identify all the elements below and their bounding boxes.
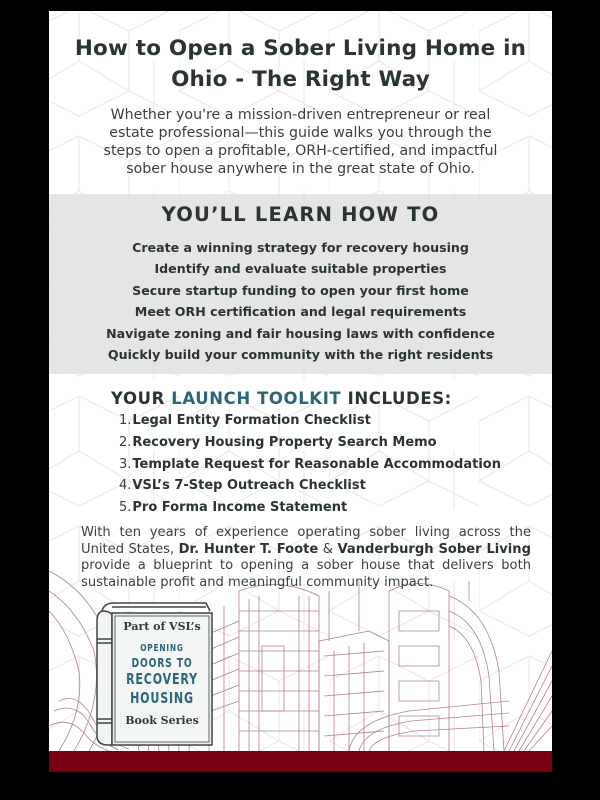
learn-item: Secure startup funding to open your first home (132, 282, 469, 298)
toolkit-item-text: Legal Entity Formation Checklist (132, 413, 371, 428)
book-series-line-2: DOORS TO (131, 655, 193, 670)
learn-item: Identify and evaluate suitable properties (154, 261, 447, 277)
toolkit-item-number: 5. (119, 500, 132, 516)
about-text: With ten years of experience operating sober living across the United States, (81, 525, 531, 557)
learn-item: Quickly build your community with the right residents (107, 347, 494, 363)
toolkit-item (119, 454, 501, 476)
toolkit-item-number: 4. (119, 478, 132, 494)
toolkit-heading-accent: LAUNCH TOOLKIT (171, 389, 342, 408)
footer-band (49, 751, 552, 772)
toolkit-heading-prefix: YOUR (111, 389, 172, 408)
about-paragraph (81, 525, 531, 591)
toolkit-item (119, 432, 501, 454)
book-series-line-4: HOUSING (130, 689, 194, 707)
toolkit-item (119, 410, 501, 432)
toolkit-heading (111, 388, 452, 410)
toolkit-item-number: 1. (119, 413, 132, 428)
toolkit-item-text: Recovery Housing Property Search Memo (132, 434, 437, 450)
learn-item: Create a winning strategy for recovery housing (132, 240, 469, 255)
organization-name: Vanderburgh Sober Living (337, 541, 531, 557)
intro-paragraph: Whether you're a mission-driven entrepreneur or real estate professional—this guide walks you through the steps to open a profitable, ORH-certified, and impactful sober house anywhere in the great state of Ohio. (103, 107, 498, 177)
toolkit-item-text: VSL’s 7-Step Outreach Checklist (132, 478, 366, 494)
learn-heading: YOU’LL LEARN HOW TO (161, 203, 440, 226)
book-series-line-3: RECOVERY (126, 670, 198, 688)
learn-item: Navigate zoning and fair housing laws with confidence (106, 325, 495, 341)
flyer-page (49, 11, 552, 772)
about-ampersand: & (318, 541, 338, 557)
learn-list (49, 237, 552, 365)
page-title (49, 33, 552, 95)
toolkit-item-number: 3. (119, 456, 132, 472)
about-text: provide a blueprint to opening a sober house that delivers both sustainable profit and meaningful community impact. (81, 558, 531, 590)
book-part-of: Part of VSL’s (123, 620, 201, 633)
book-series-line-1: OPENING (140, 643, 184, 654)
toolkit-item-number: 2. (119, 434, 132, 450)
toolkit-item-text: Template Request for Reasonable Accommodation (132, 456, 501, 472)
toolkit-item-text: Pro Forma Income Statement (132, 500, 348, 516)
toolkit-item (119, 497, 501, 519)
book-series-label: Book Series (125, 714, 199, 727)
toolkit-heading-suffix: INCLUDES: (341, 389, 452, 408)
learn-item: Meet ORH certification and legal requirements (134, 304, 467, 320)
toolkit-list (119, 410, 501, 519)
title-line-1: How to Open a Sober Living Home in (74, 36, 527, 61)
author-name: Dr. Hunter T. Foote (178, 541, 319, 557)
toolkit-item (119, 475, 501, 497)
title-line-2: Ohio - The Right Way (171, 67, 430, 92)
book-cover-text (112, 616, 212, 728)
